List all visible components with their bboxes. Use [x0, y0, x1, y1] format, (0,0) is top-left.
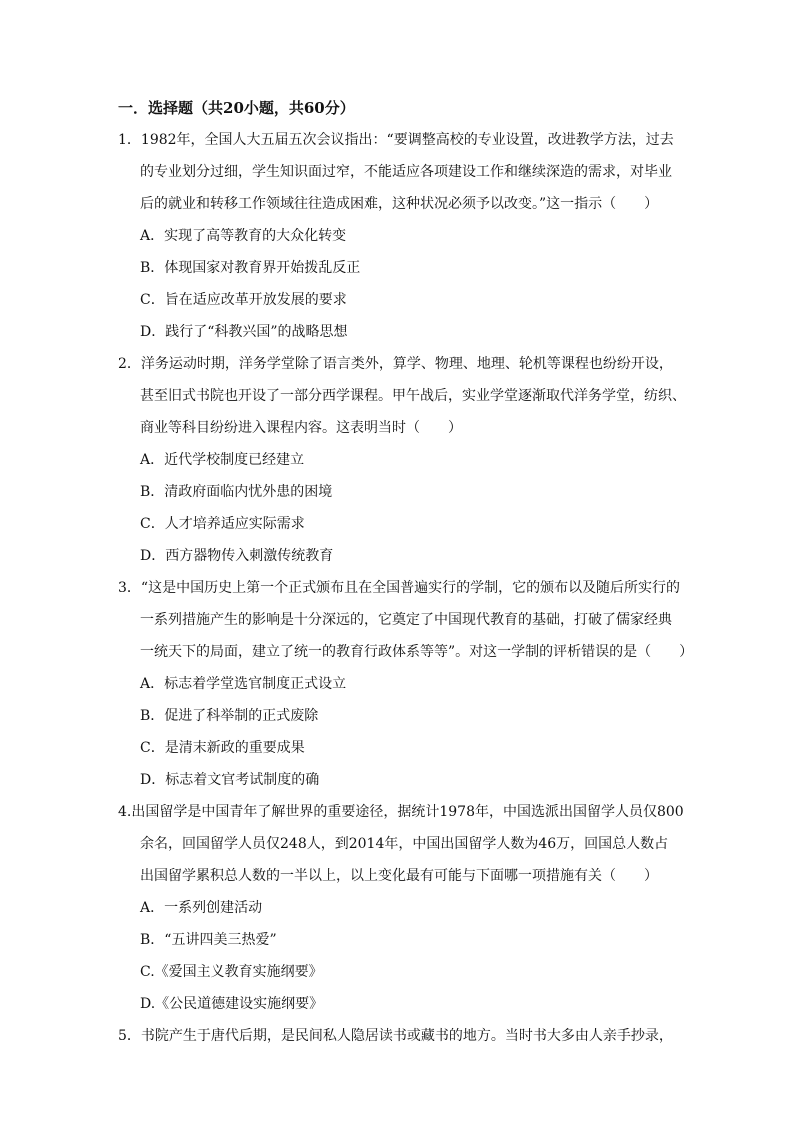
option-c: C．旨在适应改革开放发展的要求: [140, 292, 347, 308]
option-d: D．西方器物传入刺激传统教育: [140, 548, 334, 564]
option-d: D.《公民道德建设实施纲要》: [140, 996, 324, 1012]
question-stem-line: 出国留学累积总人数的一半以上，以上变化最有可能与下面哪一项措施有关（ ）: [140, 868, 658, 884]
question-stem-line: 商业等科目纷纷进入课程内容。这表明当时（ ）: [140, 420, 462, 436]
option-b: B．清政府面临内忧外患的困境: [140, 484, 333, 500]
option-a: A．实现了高等教育的大众化转变: [140, 228, 347, 244]
option-c: C．是清末新政的重要成果: [140, 740, 305, 756]
question-stem-line: 的专业划分过细，学生知识面过窄，不能适应各项建设工作和继续深造的需求，对毕业: [140, 164, 672, 180]
option-b: B．体现国家对教育界开始拨乱反正: [140, 260, 361, 276]
option-a: A．一系列创建活动: [140, 900, 263, 916]
question-stem-line: 4.出国留学是中国青年了解世界的重要途径，据统计1978年，中国选派出国留学人员仅800: [118, 804, 684, 820]
question-stem-line: 2．洋务运动时期，洋务学堂除了语言类外，算学、物理、地理、轮机等课程也纷纷开设，: [118, 356, 673, 372]
option-b: B．“五讲四美三热爱”: [140, 932, 277, 948]
option-b: B．促进了科举制的正式废除: [140, 708, 319, 724]
question-5: [118, 1020, 676, 1052]
question-stem-line: 后的就业和转移工作领域往往造成困难，这种状况必须予以改变。”这一指示（ ）: [140, 196, 659, 212]
question-1: [118, 124, 676, 348]
question-2: [118, 348, 686, 572]
option-c: C.《爱国主义教育实施纲要》: [140, 964, 323, 980]
question-stem-line: 1．1982年，全国人大五届五次会议指出：“要调整高校的专业设置，改进教学方法，过去: [118, 132, 674, 148]
option-c: C．人才培养适应实际需求: [140, 516, 305, 532]
question-stem-line: 一统天下的局面，建立了统一的教育行政体系等等”。对这一学制的评析错误的是（ ）: [140, 644, 694, 660]
question-3: [118, 572, 694, 796]
section-title: 一．选择题（共20小题，共60分）: [118, 99, 355, 117]
option-a: A．近代学校制度已经建立: [140, 452, 305, 468]
question-stem-line: 3．“这是中国历史上第一个正式颁布且在全国普遍实行的学制，它的颁布以及随后所实行的: [118, 580, 681, 596]
option-d: D．标志着文官考试制度的确: [140, 772, 320, 788]
question-4: [118, 796, 684, 1020]
question-stem-line: 余名，回国留学人员仅248人，到2014年，中国出国留学人数为46万，回国总人数占: [140, 836, 669, 852]
option-a: A．标志着学堂选官制度正式设立: [140, 676, 347, 692]
question-stem-line: 一系列措施产生的影响是十分深远的，它奠定了中国现代教育的基础，打破了儒家经典: [140, 612, 672, 628]
question-stem-line: 甚至旧式书院也开设了一部分西学课程。甲午战后，实业学堂逐渐取代洋务学堂，纺织、: [140, 388, 686, 404]
option-d: D．践行了“科教兴国”的战略思想: [140, 324, 348, 340]
question-stem-line: 5．书院产生于唐代后期，是民间私人隐居读书或藏书的地方。当时书大多由人亲手抄录，: [118, 1028, 673, 1044]
